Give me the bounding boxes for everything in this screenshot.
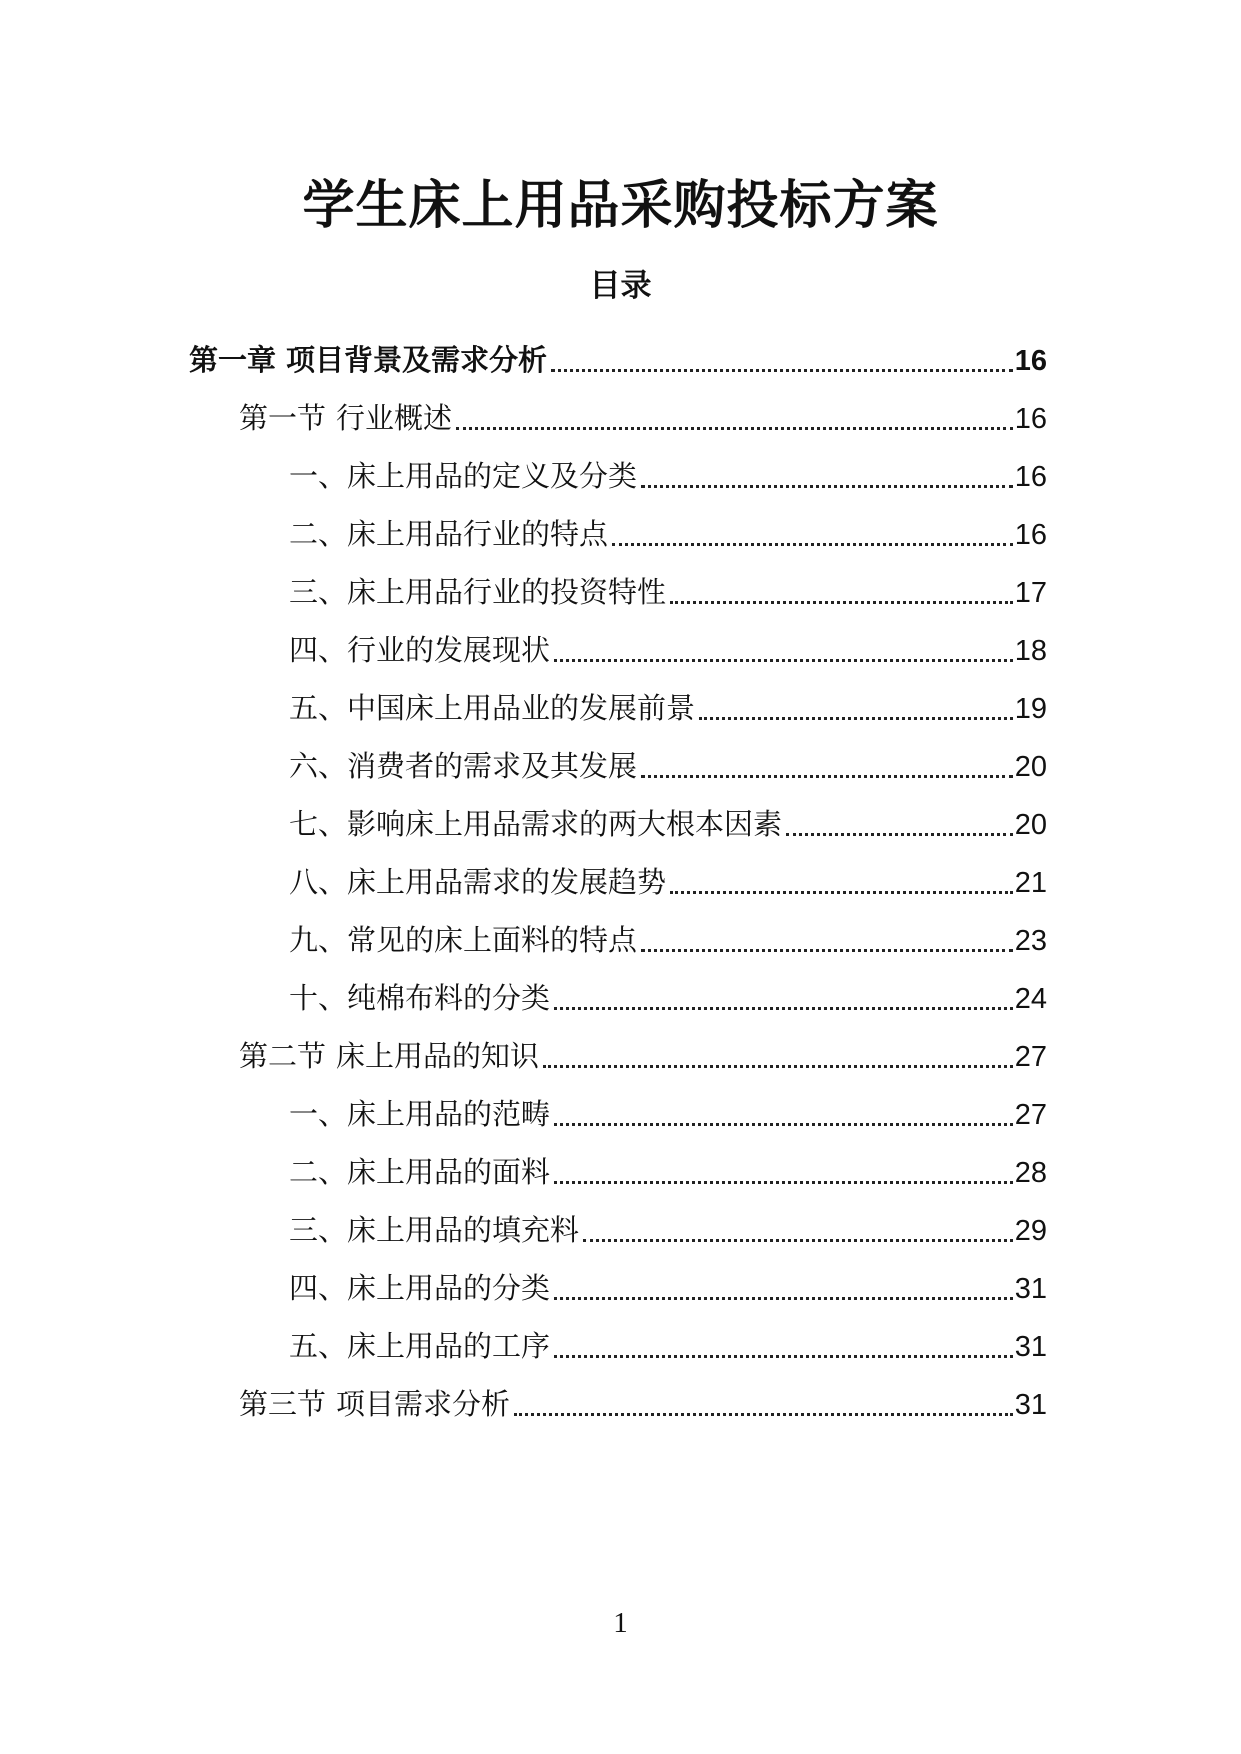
toc-dot-leader: [583, 1239, 1013, 1242]
toc-heading: 目录: [589, 268, 652, 303]
toc-entry-label: 床上用品行业的投资特性: [347, 577, 667, 609]
toc-dot-leader: [641, 775, 1013, 778]
toc-entry-label: 床上用品行业的特点: [347, 519, 609, 551]
toc-entry[interactable]: [289, 967, 1047, 1019]
toc-entry-number: 四、: [289, 1273, 348, 1305]
toc-entry-page: 16: [1014, 345, 1047, 377]
toc-entry-page: 31: [1014, 1273, 1047, 1305]
toc-entry-number: 第三节: [239, 1389, 327, 1421]
toc-dot-leader: [612, 543, 1013, 546]
toc-entry[interactable]: [289, 503, 1047, 555]
toc-entry-page: 16: [1014, 519, 1047, 551]
toc-entry-number: 三、: [289, 1215, 348, 1247]
toc-entry-number: 九、: [289, 925, 348, 957]
toc-dot-leader: [554, 1181, 1013, 1184]
toc-entry-number: 一、: [289, 461, 348, 493]
toc-entry-label: 床上用品的分类: [347, 1273, 551, 1305]
toc-entry-number: 第一节: [239, 403, 327, 435]
toc-dot-leader: [670, 601, 1013, 604]
toc-entry[interactable]: [289, 1083, 1047, 1135]
toc-entry-page: 18: [1014, 635, 1047, 667]
toc-entry[interactable]: [189, 329, 1047, 381]
toc-entry[interactable]: [289, 851, 1047, 903]
toc-entry-label: 项目需求分析: [336, 1389, 511, 1421]
toc-entry-label: 床上用品的定义及分类: [347, 461, 638, 493]
toc-entry-number: 五、: [289, 693, 348, 725]
toc-entry-label: 床上用品的面料: [347, 1157, 551, 1189]
toc-dot-leader: [670, 891, 1013, 894]
toc-dot-leader: [641, 949, 1013, 952]
toc-entry-page: 21: [1014, 867, 1047, 899]
toc-entry[interactable]: [289, 561, 1047, 613]
toc-entry-page: 19: [1014, 693, 1047, 725]
toc-entry-number: 十、: [289, 983, 348, 1015]
toc-entry[interactable]: [289, 909, 1047, 961]
toc-entry-label: 消费者的需求及其发展: [347, 751, 638, 783]
toc-entry-label: 床上用品的填充料: [347, 1215, 580, 1247]
toc-dot-leader: [641, 485, 1013, 488]
toc-entry-page: 16: [1014, 461, 1047, 493]
toc-entry-number: 二、: [289, 1157, 348, 1189]
toc-dot-leader: [554, 1355, 1013, 1358]
toc-entry-label: 常见的床上面料的特点: [347, 925, 638, 957]
toc-entry-label: 行业的发展现状: [347, 635, 551, 667]
toc-entry[interactable]: [239, 387, 1047, 439]
page-number: 1: [613, 1607, 628, 1639]
toc-entry-number: 八、: [289, 867, 348, 899]
toc-entry[interactable]: [239, 1373, 1047, 1425]
toc-dot-leader: [514, 1413, 1013, 1416]
toc-entry-label: 行业概述: [336, 403, 453, 435]
toc-dot-leader: [543, 1065, 1013, 1068]
toc-entry-label: 床上用品的范畴: [347, 1099, 551, 1131]
toc-entry[interactable]: [289, 1141, 1047, 1193]
toc-dot-leader: [456, 427, 1013, 430]
toc-entry-page: 16: [1014, 403, 1047, 435]
toc-entry-label: 床上用品需求的发展趋势: [347, 867, 667, 899]
toc-entry-page: 27: [1014, 1099, 1047, 1131]
toc-dot-leader: [554, 1297, 1013, 1300]
toc-entry[interactable]: [289, 1257, 1047, 1309]
toc-entry[interactable]: [289, 677, 1047, 729]
toc-dot-leader: [554, 1123, 1013, 1126]
toc-entry-label: 项目背景及需求分析: [286, 345, 548, 377]
toc-entry-label: 床上用品的工序: [347, 1331, 551, 1363]
toc-dot-leader: [551, 369, 1013, 372]
toc-entry-label: 床上用品的知识: [336, 1041, 540, 1073]
toc-entry-label: 影响床上用品需求的两大根本因素: [347, 809, 783, 841]
toc-dot-leader: [554, 1007, 1013, 1010]
toc-entry-page: 24: [1014, 983, 1047, 1015]
toc-entry[interactable]: [289, 793, 1047, 845]
toc-entry[interactable]: [289, 619, 1047, 671]
toc-entry-page: 20: [1014, 809, 1047, 841]
toc-entry-number: 第一章: [189, 345, 277, 377]
toc-entry-page: 29: [1014, 1215, 1047, 1247]
toc-entry[interactable]: [289, 1199, 1047, 1251]
toc-entry-page: 31: [1014, 1389, 1047, 1421]
toc-entry-page: 31: [1014, 1331, 1047, 1363]
toc-entry-number: 七、: [289, 809, 348, 841]
toc-entry-label: 中国床上用品业的发展前景: [347, 693, 696, 725]
toc-entry-number: 四、: [289, 635, 348, 667]
toc-entry-page: 23: [1014, 925, 1047, 957]
toc-entry-label: 纯棉布料的分类: [347, 983, 551, 1015]
toc-entry-number: 三、: [289, 577, 348, 609]
document-title: 学生床上用品采购投标方案: [302, 177, 939, 235]
toc-entry-number: 二、: [289, 519, 348, 551]
toc-entry[interactable]: [289, 1315, 1047, 1367]
toc-entry-page: 17: [1014, 577, 1047, 609]
toc-entry[interactable]: [289, 445, 1047, 497]
toc-dot-leader: [699, 717, 1013, 720]
toc-entry-number: 五、: [289, 1331, 348, 1363]
toc-dot-leader: [786, 833, 1013, 836]
toc-entry-number: 六、: [289, 751, 348, 783]
toc-entry-page: 20: [1014, 751, 1047, 783]
toc-entry-number: 第二节: [239, 1041, 327, 1073]
toc-dot-leader: [554, 659, 1013, 662]
toc-entry[interactable]: [239, 1025, 1047, 1077]
toc-entry-page: 28: [1014, 1157, 1047, 1189]
toc-entry-number: 一、: [289, 1099, 348, 1131]
toc-entry-page: 27: [1014, 1041, 1047, 1073]
toc-entry[interactable]: [289, 735, 1047, 787]
